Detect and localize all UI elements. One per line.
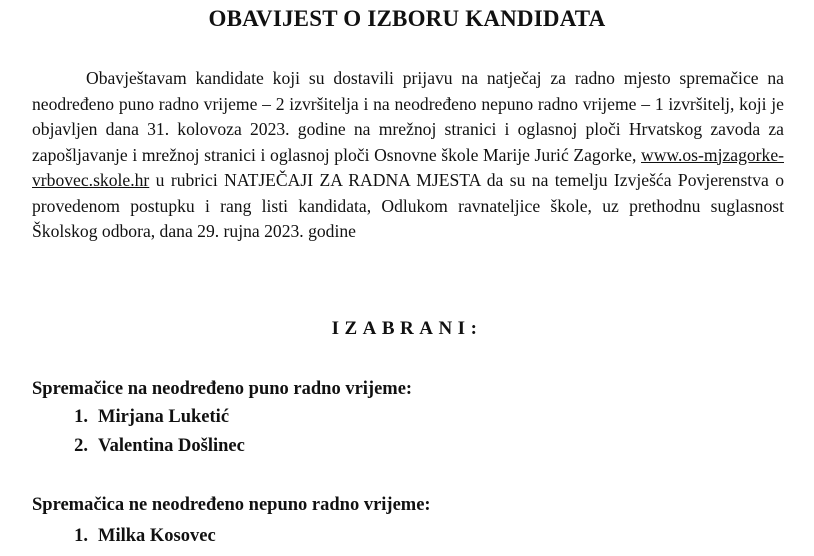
list-item <box>32 432 245 461</box>
group-title-part-time: Spremačica ne neodređeno nepuno radno vrijeme: <box>32 495 431 515</box>
document-title: OBAVIJEST O IZBORU KANDIDATA <box>208 6 606 31</box>
candidate-name: Milka Kosovec <box>98 526 216 546</box>
list-item <box>32 522 216 551</box>
school-website-link[interactable]: www.os-mjzagorke-vrbovec.skole.hr <box>32 144 784 190</box>
paragraph-text-start: Obavještavam kandidate koji su dostavili prijavu na natječaj za radno mjesto spremačice na neodređeno puno radno vrijeme – 2 izvršitelja i na neodređeno nepuno radno vrijeme – 1 izvršitelj, koji je objavljen dana 31. kolovoza 2023. godine na mrežnoj stranici i oglasnoj ploči Hrvatskog zavoda za zapošljavanje i mrežnoj stranici i oglasnoj ploči Osnovne škole Marije Jurić Zagorke, <box>32 68 784 165</box>
candidate-name: Mirjana Luketić <box>98 407 230 427</box>
part-time-candidates-list <box>32 522 216 551</box>
full-time-candidates-list <box>32 403 245 461</box>
candidate-name: Valentina Došlinec <box>98 436 245 456</box>
paragraph-text-end: u rubrici NATJEČAJI ZA RADNA MJESTA da su na temelju Izvješća Povjerenstva o provedenom postupku i rang listi kandidata, Odlukom ravnateljice škole, uz prethodnu suglasnost Školskog odbora, dana 29. rujna 2023. godine <box>32 170 784 241</box>
selected-heading: IZABRANI: <box>331 318 483 339</box>
list-item-number: 2. <box>74 436 88 456</box>
list-item <box>32 403 245 432</box>
notice-paragraph <box>32 66 784 245</box>
group-title-full-time: Spremačice na neodređeno puno radno vrijeme: <box>32 379 413 399</box>
list-item-number: 1. <box>74 407 88 427</box>
list-item-number: 1. <box>74 526 88 546</box>
